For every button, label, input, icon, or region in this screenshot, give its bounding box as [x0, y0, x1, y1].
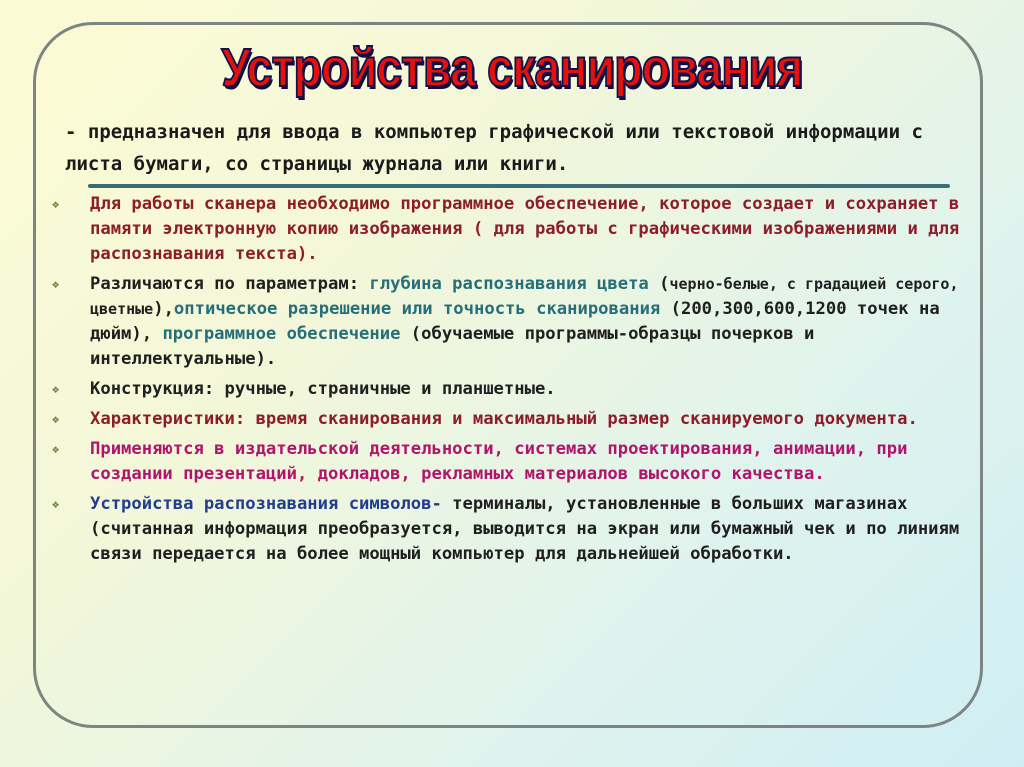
- list-item: [52, 492, 972, 567]
- item-text: (200,300,600,1200 точек на дюйм),: [90, 299, 940, 344]
- item-text: (обучаемые программы-образцы почерков и интеллектуальные).: [90, 324, 815, 369]
- item-label: Устройства распознавания символов-: [90, 494, 442, 514]
- item-param: программное обеспечение: [162, 324, 401, 344]
- item-text: Для работы сканера необходимо программное обеспечение, которое создает и сохраняет в памяти электронную копию изображения ( для работы с графическими изображениями и для распознавания текста).: [90, 194, 960, 264]
- divider-line: [88, 184, 950, 188]
- slide-title: Устройства сканирования: [221, 38, 803, 98]
- item-text: Конструкция: ручные, страничные и планшетные.: [90, 379, 556, 399]
- item-text: терминалы, установленные в больших магазинах (считанная информация преобразуется, выводится на экран или бумажный чек и по линиям связи передается на более мощный компьютер для дальнейшей обработки.: [90, 494, 960, 564]
- item-text: ),: [153, 299, 174, 319]
- intro-text: - предназначен для ввода в компьютер графической или текстовой информации с листа бумаги, со страницы журнала или книги.: [65, 121, 923, 175]
- diamond-bullet-icon: ❖: [52, 412, 60, 426]
- list-item: [52, 272, 972, 372]
- diamond-bullet-icon: ❖: [52, 197, 60, 211]
- diamond-bullet-icon: ❖: [52, 497, 60, 511]
- list-item: [52, 437, 972, 487]
- item-note: черно-белые, с градацией серого, цветные: [90, 275, 959, 318]
- diamond-bullet-icon: ❖: [52, 382, 60, 396]
- diamond-bullet-icon: ❖: [52, 277, 60, 291]
- list-item: [52, 192, 972, 267]
- item-text: Характеристики: время сканирования и максимальный размер сканируемого документа.: [90, 409, 918, 429]
- list-item: [52, 407, 972, 432]
- bullet-list: [52, 192, 972, 572]
- item-label: Различаются по параметрам:: [90, 274, 360, 294]
- item-text: Применяются в издательской деятельности, системах проектирования, анимации, при создании презентаций, докладов, рекламных материалов высокого качества.: [90, 439, 908, 484]
- list-item: [52, 377, 972, 402]
- item-param: оптическое разрешение или точность сканирования: [173, 299, 661, 319]
- diamond-bullet-icon: ❖: [52, 442, 60, 456]
- item-param: глубина распознавания цвета: [359, 274, 649, 294]
- item-text: (: [648, 274, 670, 294]
